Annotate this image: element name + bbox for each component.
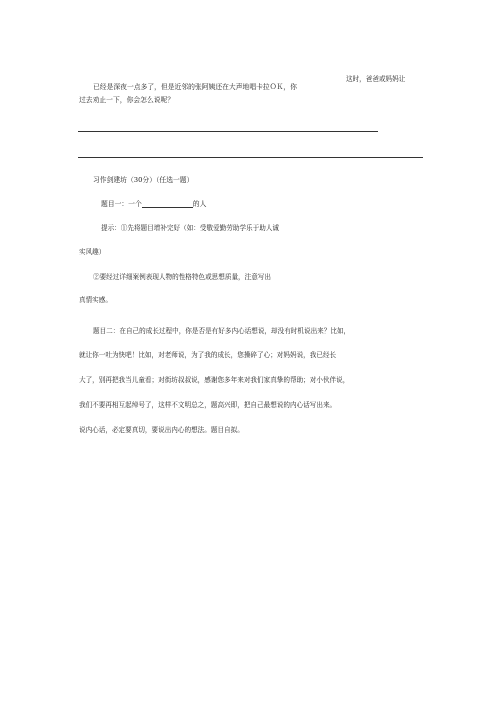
intro-aside: 这时，爸爸或妈妈让 xyxy=(346,75,406,83)
topic2-line-2: 就让你一吐为快吧！比如，对老师说，为了我的成长，您操碎了心；对妈妈说，我已经长 xyxy=(79,351,337,359)
topic1-hint2-line2: 真情实感。 xyxy=(79,296,112,304)
topic2-line-1: 题目二：在自己的成长过程中，你是否是有好多内心话想说，却没有时机说出来？比如， xyxy=(93,327,351,335)
topic1-title xyxy=(101,200,206,208)
topic1-hint1-line2: 实风趣） xyxy=(79,248,106,256)
topic1-hint1-line1: 提示：①先将题目增补完好（如：受敬爱勤劳助学乐于助人诚 xyxy=(101,224,280,232)
section-title: 习作剑建坊（30分）（任选一题） xyxy=(93,176,194,184)
topic2-line-3: 大了，别再把我当儿童看；对街坊叔叔说，感谢您多年来对我们家真挚的帮助；对小伙伴说， xyxy=(79,376,350,384)
topic1-title-blank[interactable] xyxy=(142,200,193,208)
intro-line-2: 过去劝止一下，你会怎么说呢？ xyxy=(79,96,175,104)
answer-line-2[interactable] xyxy=(78,157,423,158)
topic2-line-4: 我们不要再相互起绰号了，这样不文明总之，题高兴即，把自己最想说的内心话写出来。 xyxy=(79,401,337,409)
topic1-hint2-line1: ②要经过详细案例表现人物的性格特色或思想质量，注意写出 xyxy=(93,273,272,281)
answer-line-1[interactable] xyxy=(78,131,378,132)
topic1-prefix: 题目一：一个 xyxy=(101,200,142,209)
topic1-suffix: 的人 xyxy=(192,200,207,209)
intro-line-1: 已经是深夜一点多了，但是近邻的张阿姨还在大声地唱卡拉ＯＫ，你 xyxy=(93,83,297,91)
topic2-line-5: 说内心话，必定要真切，要说出内心的想法。题目自拟。 xyxy=(79,426,244,434)
